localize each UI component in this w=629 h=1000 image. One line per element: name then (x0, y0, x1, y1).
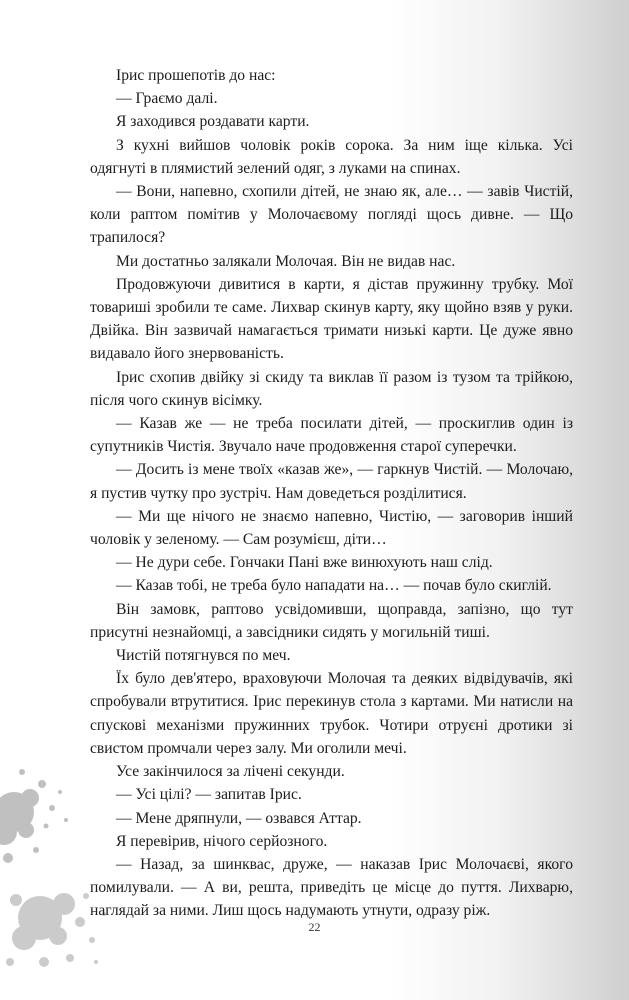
paragraph: Усе закінчилося за лічені секунди. (116, 763, 345, 781)
paragraph: — Вони, напевно, схопили дітей, не знаю як, але… — завів Чистій, коли раптом помітив у Молочаєвому погляді щось дивне. — Що трапилося? (90, 183, 573, 247)
paragraph: — Усі цілі? — запитав Ірис. (116, 786, 302, 804)
paragraph: Я заходився роздавати карти. (116, 113, 310, 131)
paragraph: Ми достатньо залякали Молочая. Він не видав нас. (116, 252, 456, 270)
paragraph: Продовжуючи дивитися в карти, я дістав пружинну трубку. Мої товариші зробили те саме. Лихвар скинув карту, яку щойно взяв у руки. Двійка. Він зазвичай намагається тримати низькі карти. Це дуже явно видавало його знервованість. (90, 275, 573, 363)
paragraph: Їх було дев'ятеро, враховуючи Молочая та деяких відвідувачів, які спробували втрутитися. Ірис перекинув стола з картами. Ми натисли на спускові механізми пружинних трубок. Чотири отруєні дротики зі свистом промчали через залу. Ми оголили мечі. (90, 670, 573, 757)
paragraph: — Казав же — не треба посилати дітей, — проскиглив один із супутників Чистія. Звучало наче продовження старої суперечки. (90, 415, 573, 456)
paragraph: — Не дури себе. Гончаки Пані вже винюхують наш слід. (116, 554, 493, 572)
paragraph: Чистій потягнувся по меч. (116, 647, 291, 665)
chapter-body-text (90, 64, 573, 923)
paragraph: Ірис схопив двійку зі скиду та виклав її разом із тузом та трійкою, після чого скинув вісімку. (90, 368, 573, 409)
paragraph: — Назад, за шинквас, друже, — наказав Ірис Молочаєві, якого помилували. — А ви, решта, приведіть це місце до пуття. Лихварю, наглядай за ними. Лиш щось надумають утнути, одразу ріж. (90, 855, 573, 920)
paragraph: — Мене дряпнули, — озвався Аттар. (116, 809, 362, 827)
paragraph: — Граємо далі. (116, 90, 218, 108)
paragraph: Ірис прошепотів до нас: (116, 67, 276, 84)
paragraph: З кухні вийшов чоловік років сорока. За ним іще кілька. Усі одягнуті в плямистий зелений одяг, з луками на спинах. (90, 136, 573, 177)
paragraph: — Казав тобі, не треба було нападати на… — почав було скиглій. (116, 577, 552, 595)
paragraph: Я перевірив, нічого серйозного. (116, 832, 328, 850)
paragraph: — Досить із мене твоїх «казав же», — гаркнув Чистій. — Молочаю, я пустив чутку про зустріч. Нам доведеться розділитися. (90, 461, 573, 502)
paragraph: Він замовк, раптово усвідомивши, щоправда, запізно, що тут присутні незнайомці, а завсідники сидять у могильній тиші. (90, 600, 573, 641)
paragraph: — Ми ще нічого не знаємо напевно, Чистію, — заговорив інший чоловік у зеленому. — Сам розумієш, діти… (90, 507, 573, 549)
page-number: 22 (308, 920, 321, 934)
